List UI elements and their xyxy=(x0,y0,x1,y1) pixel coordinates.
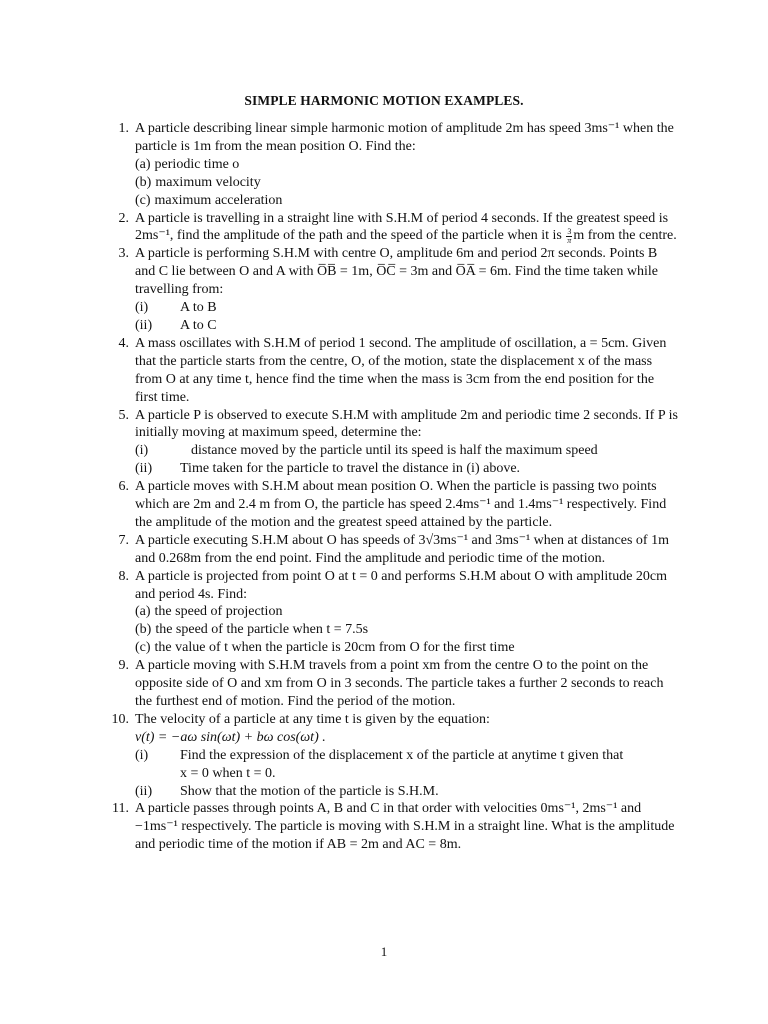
sub-item-text: Find the expression of the displacement x of the particle at anytime t given that xyxy=(180,747,624,763)
sub-item-text: A to B xyxy=(180,300,217,316)
sub-item xyxy=(135,156,678,174)
sub-item xyxy=(135,460,678,478)
problem-7 xyxy=(0,532,768,568)
sub-item xyxy=(135,442,678,460)
sub-item xyxy=(135,621,678,639)
sub-item xyxy=(135,603,678,621)
problem-text: A particle moves with S.H.M about mean position O. When the particle is passing two points which are 2m and 2.4 m from O, the particle has speed 2.4ms⁻¹ and 1.4ms⁻¹ respectively. Find the amplitude of the motion and the greatest speed attained by the particle. xyxy=(135,479,667,530)
sub-item-text: the speed of projection xyxy=(154,604,283,620)
problem-5 xyxy=(0,407,768,479)
problem-10 xyxy=(0,711,768,801)
sub-item-label: (c) xyxy=(135,192,151,208)
sub-item-text: Show that the motion of the particle is S.H.M. xyxy=(180,783,439,799)
problem-number: 3. xyxy=(118,246,129,262)
problem-number: 11. xyxy=(112,801,129,817)
sub-item-label: (i) xyxy=(135,443,149,459)
sub-item-label: (b) xyxy=(135,622,152,638)
sub-item xyxy=(135,783,678,801)
sub-item xyxy=(135,299,678,317)
problem-list xyxy=(0,120,768,854)
problem-text: A particle executing S.H.M about O has speeds of 3√3ms⁻¹ and 3ms⁻¹ when at distances of 1m and 0.268m from the end point. Find the amplitude and periodic time of the motion. xyxy=(135,532,669,566)
problem-text: The velocity of a particle at any time t is given by the equation: xyxy=(135,711,490,727)
sub-item-text: the value of t when the particle is 20cm from O for the first time xyxy=(154,640,515,656)
sub-item-continuation xyxy=(135,765,678,783)
problem-number: 10. xyxy=(111,711,129,727)
problem-number: 2. xyxy=(118,210,129,226)
problem-4 xyxy=(0,335,768,407)
fraction xyxy=(566,228,572,245)
problem-number: 7. xyxy=(118,532,129,548)
problem-number: 5. xyxy=(118,407,129,423)
sub-item-label: (b) xyxy=(135,174,152,190)
problem-text-cont: m from the centre. xyxy=(573,228,677,244)
problem-11 xyxy=(0,800,768,854)
sub-item-label: (i) xyxy=(135,747,149,763)
sub-item xyxy=(135,639,678,657)
problem-number: 4. xyxy=(118,335,129,351)
problem-number: 6. xyxy=(118,479,129,495)
sub-item-label: (a) xyxy=(135,156,151,172)
problem-text: A particle passes through points A, B and C in that order with velocities 0ms⁻¹, 2ms⁻¹ and −1ms⁻¹ respectively. The particle is moving with S.H.M in a straight line. What is the amplitude and periodic time of the motion if AB = 2m and AC = 8m. xyxy=(135,801,675,853)
sub-item-text: x = 0 when t = 0. xyxy=(180,765,276,781)
sub-item-text: maximum velocity xyxy=(155,174,261,190)
sub-item-text: maximum acceleration xyxy=(154,192,283,208)
problem-1 xyxy=(0,120,768,210)
problem-text: A particle moving with S.H.M travels from a point xm from the centre O to the point on the opposite side of O and xm from O in 3 seconds. The particle takes a further 2 seconds to reach the furthest end of motion. Find the period of the motion. xyxy=(135,658,664,709)
equation: v(t) = −aω sin(ωt) + bω cos(ωt) . xyxy=(135,729,326,745)
page-number: 1 xyxy=(380,944,388,959)
problem-text: A particle is performing S.H.M with centre O, amplitude 6m and period 2π seconds. Points B and C lie between O and A with O̅B̅ = 1m, O̅C̅ = 3m and O̅A̅ = 6m. Find the time taken while travelling from: xyxy=(135,246,658,298)
problem-8 xyxy=(0,568,768,658)
problem-text: A particle is travelling in a straight line with S.H.M of period 4 seconds. If the greatest speed is 2ms⁻¹, find the amplitude of the path and the speed of the particle when it is xyxy=(135,210,669,244)
fraction-denominator: π xyxy=(567,235,572,245)
problem-text: A particle describing linear simple harmonic motion of amplitude 2m has speed 3ms⁻¹ when the particle is 1m from the mean position O. Find the: xyxy=(135,121,674,154)
sub-item xyxy=(135,174,678,192)
sub-item xyxy=(135,317,678,335)
problem-9 xyxy=(0,657,768,711)
problem-text: A mass oscillates with S.H.M of period 1 second. The amplitude of oscillation, a = 5cm. Given that the particle starts from the centre, O, of the motion, state the displacement x of the mass from O at any time t, hence find the time when the mass is 3cm from the end position for the first time. xyxy=(135,335,667,405)
sub-item-label: (a) xyxy=(135,604,151,620)
sub-item xyxy=(135,747,678,765)
sub-item-label: (c) xyxy=(135,640,151,656)
sub-item-text: distance moved by the particle until its speed is half the maximum speed xyxy=(191,443,598,459)
problem-number: 9. xyxy=(118,658,129,674)
sub-item-label: (ii) xyxy=(135,461,153,477)
sub-item-label: (ii) xyxy=(135,317,153,333)
sub-item-text: periodic time o xyxy=(154,156,240,172)
problem-3 xyxy=(0,245,768,335)
problem-text: A particle is projected from point O at t = 0 and performs S.H.M about O with amplitude 20cm and period 4s. Find: xyxy=(135,568,668,602)
problem-text: A particle P is observed to execute S.H.M with amplitude 2m and periodic time 2 seconds. If P is initially moving at maximum speed, determine the: xyxy=(135,407,678,441)
sub-item-text: the speed of the particle when t = 7.5s xyxy=(155,622,369,638)
problem-6 xyxy=(0,478,768,532)
sub-item-label: (ii) xyxy=(135,783,153,799)
problem-number: 8. xyxy=(118,568,129,584)
sub-item-text: A to C xyxy=(180,317,217,333)
sub-item xyxy=(135,192,678,210)
problem-number: 1. xyxy=(118,121,129,136)
sub-item-label: (i) xyxy=(135,300,149,316)
fraction-numerator: 3 xyxy=(567,226,572,236)
problem-2 xyxy=(0,210,768,246)
sub-item-text: Time taken for the particle to travel the distance in (i) above. xyxy=(180,461,521,477)
document-title: SIMPLE HARMONIC MOTION EXAMPLES. xyxy=(244,93,524,108)
